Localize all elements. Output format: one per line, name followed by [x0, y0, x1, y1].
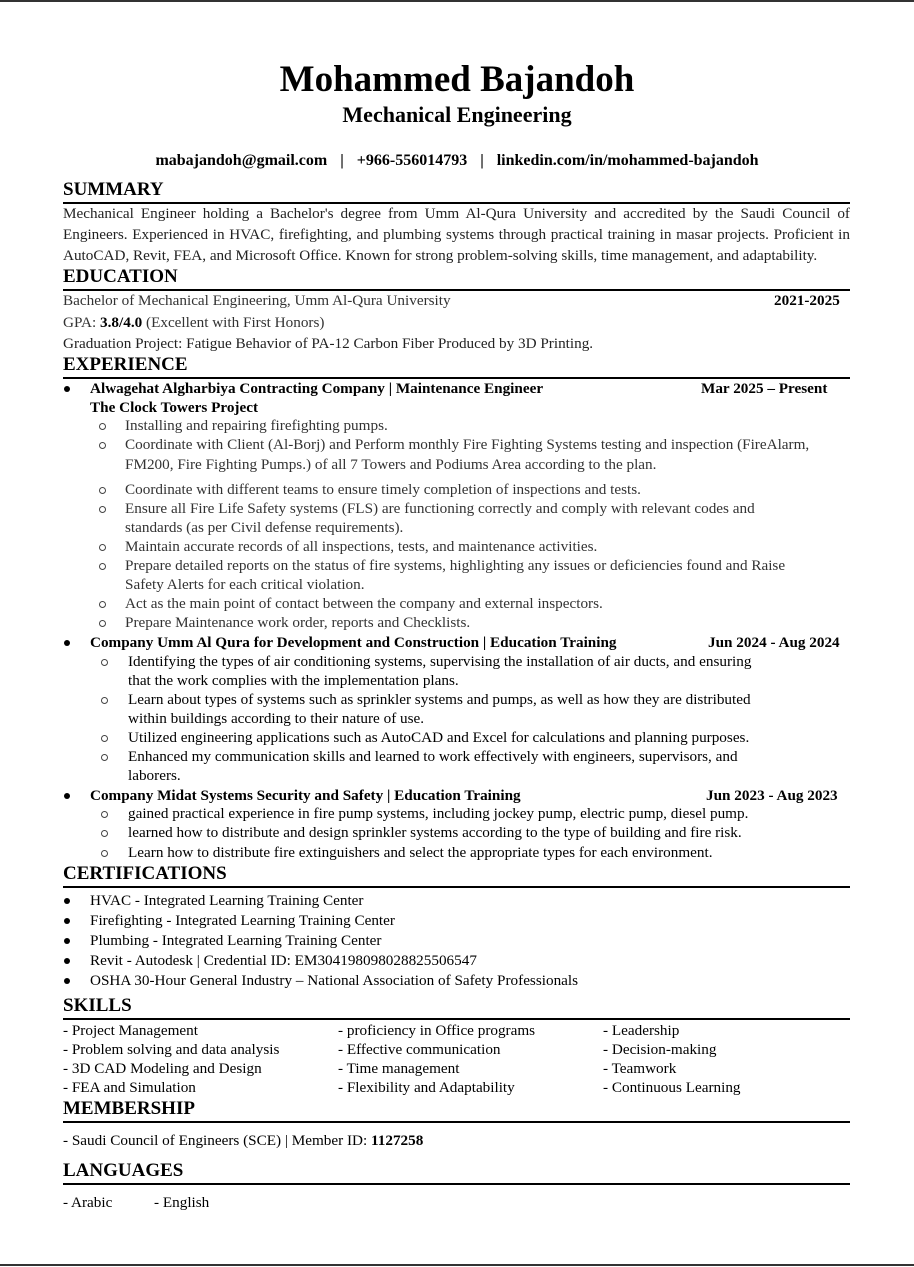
- job-dates: Mar 2025 – Present: [701, 380, 828, 397]
- sub-bullet-icon: [99, 442, 106, 449]
- summary-text: Mechanical Engineer holding a Bachelor's degree from Umm Al-Qura University and accredited by the Saudi Council of Engineers. Experienced in HVAC, firefighting, and plumbing systems through practical training in masar projects. Proficient in AutoCAD, Revit, FEA, and Microsoft Office. Known for strong problem-solving skills, time management, and adaptability.: [63, 205, 850, 264]
- sub-bullet-icon: [99, 423, 106, 430]
- job-detail-line: Coordinate with Client (Al-Borj) and Perform monthly Fire Fighting Systems testing and inspection (FireAlarm,: [125, 436, 810, 453]
- job-title: Alwagehat Algharbiya Contracting Company | Maintenance Engineer: [90, 380, 544, 397]
- sub-bullet-icon: [101, 697, 108, 704]
- sub-bullet-icon: [99, 620, 106, 627]
- education-project: Graduation Project: Fatigue Behavior of PA-12 Carbon Fiber Produced by 3D Printing.: [63, 335, 594, 352]
- contact-line: [0, 151, 914, 171]
- skill-item: - Problem solving and data analysis: [63, 1041, 280, 1058]
- languages-heading: LANGUAGES: [63, 1160, 850, 1185]
- sub-bullet-icon: [101, 754, 108, 761]
- skill-item: - Time management: [338, 1060, 460, 1077]
- bullet-icon: [64, 938, 70, 944]
- skill-item: - Leadership: [603, 1022, 680, 1039]
- page-top-border: [0, 0, 914, 2]
- job-detail-line: Identifying the types of air conditioning systems, supervising the installation of air ducts, and ensuring: [128, 653, 752, 670]
- bullet-icon: [64, 958, 70, 964]
- job-detail-line: Enhanced my communication skills and learned to work effectively with engineers, supervisors, and: [128, 748, 738, 765]
- job-detail-line: Prepare Maintenance work order, reports and Checklists.: [125, 614, 471, 631]
- skill-item: - 3D CAD Modeling and Design: [63, 1060, 262, 1077]
- job-dates: Jun 2024 - Aug 2024: [708, 634, 840, 651]
- membership-heading: MEMBERSHIP: [63, 1098, 850, 1123]
- contact-separator: |: [340, 152, 344, 169]
- job-detail-line: Installing and repairing firefighting pumps.: [125, 417, 388, 434]
- job-detail-line: Learn about types of systems such as sprinkler systems and pumps, as well as how they are distributed: [128, 691, 751, 708]
- education-gpa: [63, 313, 324, 332]
- skill-item: - Effective communication: [338, 1041, 501, 1058]
- job-detail-line: FM200, Fire Fighting Pumps.) of all 7 Towers and Podiums Area according to the plan.: [125, 456, 657, 473]
- skill-item: - Teamwork: [603, 1060, 677, 1077]
- skill-item: - Continuous Learning: [603, 1079, 741, 1096]
- sub-bullet-icon: [99, 601, 106, 608]
- gpa-value: 3.8/4.0: [100, 314, 143, 331]
- skill-item: - FEA and Simulation: [63, 1079, 196, 1096]
- skill-item: - Decision-making: [603, 1041, 717, 1058]
- certification-item: OSHA 30-Hour General Industry – National Association of Safety Professionals: [90, 972, 579, 989]
- candidate-name: Mohammed Bajandoh: [279, 59, 635, 100]
- certification-item: HVAC - Integrated Learning Training Center: [90, 892, 364, 909]
- bullet-icon: [64, 898, 70, 904]
- contact-separator: |: [480, 152, 484, 169]
- job-project: The Clock Towers Project: [90, 399, 259, 416]
- membership-entry: [63, 1131, 423, 1150]
- job-detail-line: laborers.: [128, 767, 181, 784]
- job-dates: Jun 2023 - Aug 2023: [706, 787, 838, 804]
- sub-bullet-icon: [99, 544, 106, 551]
- certification-item: Plumbing - Integrated Learning Training Center: [90, 932, 382, 949]
- skill-item: - Flexibility and Adaptability: [338, 1079, 515, 1096]
- job-detail-line: standards (as per Civil defense requirements).: [125, 519, 404, 536]
- sub-bullet-icon: [99, 563, 106, 570]
- certifications-heading: CERTIFICATIONS: [63, 863, 850, 888]
- job-detail-line: Prepare detailed reports on the status of fire systems, highlighting any issues or deficiencies found and Raise: [125, 557, 786, 574]
- summary-heading: SUMMARY: [63, 179, 850, 204]
- skill-item: - Project Management: [63, 1022, 198, 1039]
- job-detail-line: gained practical experience in fire pump systems, including jockey pump, electric pump, diesel pump.: [128, 805, 749, 822]
- gpa-label: GPA:: [63, 314, 101, 331]
- bullet-icon: [64, 793, 70, 799]
- sub-bullet-icon: [101, 850, 108, 857]
- job-detail-line: Coordinate with different teams to ensure timely completion of inspections and tests.: [125, 481, 641, 498]
- membership-text: - Saudi Council of Engineers (SCE) | Member ID:: [63, 1132, 371, 1149]
- job-detail-line: learned how to distribute and design sprinkler systems according to the type of building and fire risk.: [128, 824, 742, 841]
- bullet-icon: [64, 918, 70, 924]
- skills-heading: SKILLS: [63, 995, 850, 1020]
- sub-bullet-icon: [99, 506, 106, 513]
- job-detail-line: Ensure all Fire Life Safety systems (FLS) are functioning correctly and comply with relevant codes and: [125, 500, 755, 517]
- job-detail-line: Safety Alerts for each critical violation.: [125, 576, 365, 593]
- certification-item: Revit - Autodesk | Credential ID: EM304198098028825506547: [90, 952, 477, 969]
- candidate-title: Mechanical Engineering: [342, 102, 572, 127]
- page-bottom-border: [0, 1264, 914, 1266]
- experience-heading: EXPERIENCE: [63, 354, 850, 379]
- bullet-icon: [64, 978, 70, 984]
- gpa-note: (Excellent with First Honors): [142, 314, 325, 331]
- sub-bullet-icon: [99, 487, 106, 494]
- education-heading: EDUCATION: [63, 266, 850, 291]
- linkedin-link[interactable]: linkedin.com/in/mohammed-bajandoh: [496, 152, 759, 169]
- bullet-icon: [64, 386, 70, 392]
- email-link[interactable]: mabajandoh@gmail.com: [155, 152, 328, 169]
- bullet-icon: [64, 640, 70, 646]
- job-detail-line: within buildings according to their nature of use.: [128, 710, 425, 727]
- education-degree: Bachelor of Mechanical Engineering, Umm Al-Qura University: [63, 292, 451, 309]
- sub-bullet-icon: [101, 735, 108, 742]
- job-detail-line: Act as the main point of contact between the company and external inspectors.: [125, 595, 603, 612]
- member-id: 1127258: [371, 1132, 424, 1149]
- skill-item: - proficiency in Office programs: [338, 1022, 536, 1039]
- language-item: - English: [154, 1194, 210, 1211]
- job-detail-line: Learn how to distribute fire extinguishers and select the appropriate types for each environment.: [128, 844, 713, 861]
- phone-number: +966-556014793: [356, 152, 468, 169]
- job-title: Company Umm Al Qura for Development and Construction | Education Training: [90, 634, 617, 651]
- job-detail-line: Utilized engineering applications such as AutoCAD and Excel for calculations and planning purposes.: [128, 729, 750, 746]
- education-years: 2021-2025: [774, 292, 840, 309]
- sub-bullet-icon: [101, 659, 108, 666]
- certification-item: Firefighting - Integrated Learning Training Center: [90, 912, 395, 929]
- job-title: Company Midat Systems Security and Safety | Education Training: [90, 787, 521, 804]
- job-detail-line: that the work complies with the implementation plans.: [128, 672, 459, 689]
- sub-bullet-icon: [101, 811, 108, 818]
- language-item: - Arabic: [63, 1194, 113, 1211]
- job-detail-line: Maintain accurate records of all inspections, tests, and maintenance activities.: [125, 538, 598, 555]
- sub-bullet-icon: [101, 830, 108, 837]
